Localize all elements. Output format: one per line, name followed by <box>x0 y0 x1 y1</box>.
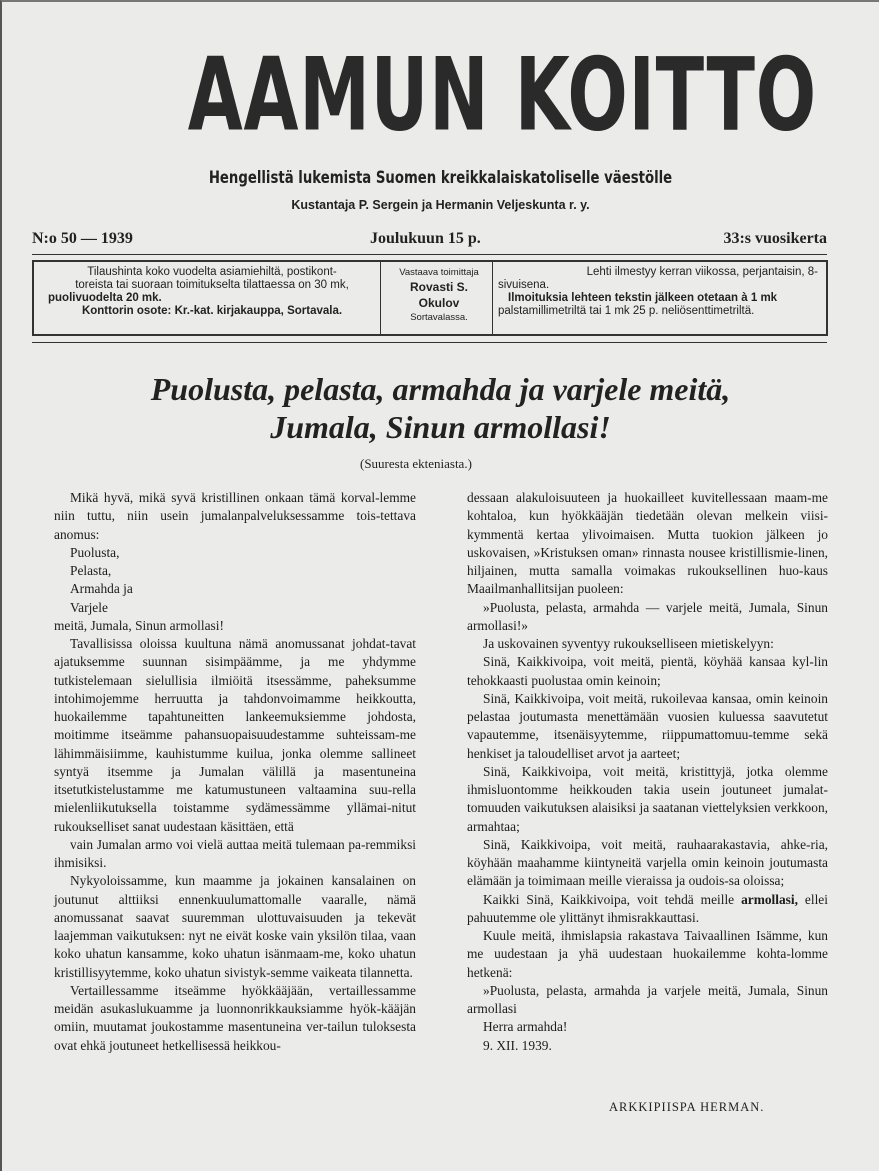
paragraph: Mikä hyvä, mikä syvä kristillinen onkaan tämä korval-lemme niin tuttu, niin usein jumalanpalveluksessamme tois-tettava anomus: <box>54 490 416 542</box>
advertising-line: Ilmoituksia lehteen tekstin jälkeen otetaan à 1 mk <box>508 292 778 304</box>
publication-line: Lehti ilmestyy kerran viikossa, perjantaisin, 8- <box>586 266 818 278</box>
date-line: 9. XII. 1939. <box>483 1037 552 1053</box>
masthead-title: AAMUN KOITTO <box>187 36 817 154</box>
paragraph <box>467 891 828 928</box>
prayer-line: Puolusta, <box>70 544 120 560</box>
publication-line: sivuisena. <box>498 279 550 291</box>
subscription-line: Tilaushinta koko vuodelta asiamiehiltä, postikont- <box>87 266 337 278</box>
subscription-info <box>42 266 382 318</box>
editor-role: Vastaava toimittaja <box>399 267 479 278</box>
paragraph: Kuule meitä, ihmislapsia rakastava Taivaallinen Isämme, kun me uudestaan ja yhä uudestaan huokailemme kohta-lomme hetkenä: <box>467 928 828 980</box>
editor-location: Sortavalassa. <box>410 312 468 323</box>
motto-heading <box>2 370 879 446</box>
article-column-left <box>54 489 416 1055</box>
paragraph: Sinä, Kaikkivoipa, voit meitä, pientä, köyhää kansaa kyl-lin tehokkaasti puolustaa omin keinoin; <box>467 654 828 688</box>
motto-line: Jumala, Sinun armollasi! <box>270 409 611 445</box>
office-address: Konttorin osote: Kr.-kat. kirjakauppa, Sortavala. <box>81 305 343 317</box>
subscription-line: toreista tai suoraan toimitukselta tilattaessa on 30 mk, <box>75 279 349 291</box>
top-rule <box>32 254 827 255</box>
prayer-line: Pelasta, <box>70 563 112 578</box>
publisher-line: Kustantaja P. Sergein ja Hermanin Veljeskunta r. y. <box>291 198 590 212</box>
issue-volume: 33:s vuosikerta <box>723 230 827 247</box>
text-span: ellei pahuutemme ole ylittänyt ihmisrakkauttasi. <box>467 891 828 925</box>
masthead-subtitle: Hengellistä lukemista Suomen kreikkalaiskatoliselle väestölle <box>208 168 673 188</box>
advertising-line: palstamillimetriltä tai 1 mk 25 p. neliösenttimetriltä. <box>498 305 755 317</box>
paragraph: Herra armahda! <box>483 1019 568 1035</box>
paragraph: Sinä, Kaikkivoipa, voit meitä, rauhaarakastavia, ahke-ria, köyhään maahamme kiintyneitä varjella omin keinoin joutumasta elämään ja toimimaan meille vieraissa ja oudois-sa oloissa; <box>467 836 828 889</box>
prayer-line: Varjele <box>70 599 108 615</box>
editor-info <box>388 266 490 324</box>
text-span: Kaikki Sinä, Kaikkivoipa, voit tehdä meille <box>483 891 735 907</box>
paragraph: Sinä, Kaikkivoipa, voit meitä, rukoilevaa kansaa, omin keinoin pelastaa joutumasta menettämään vuosien kuluessa saavutetut vapautemme, itsenäisyytemme, riippumattomuu-temme sekä henkiset ja taloudelliset arvot ja aarteet; <box>467 690 828 761</box>
article-column-right <box>467 489 828 1055</box>
bottom-rule <box>32 342 827 343</box>
motto-line: Puolusta, pelasta, armahda ja varjele meitä, <box>150 371 731 407</box>
prayer-line: meitä, Jumala, Sinun armollasi! <box>54 617 224 633</box>
publication-info <box>498 266 818 318</box>
prayer-line: Armahda ja <box>70 581 133 597</box>
issue-date: Joulukuun 15 p. <box>370 230 481 247</box>
info-box <box>32 260 828 336</box>
editor-name: Rovasti S. Okulov <box>409 280 469 310</box>
paragraph: Sinä, Kaikkivoipa, voit meitä, kristittyjä, jotka olemme ihmisluontomme heikkouden takia usein joutuneet jumalat-tomuuden vaikutuksen alaisiksi ja saatanan viettelyksien verkkoon, armahtaa; <box>467 763 828 834</box>
motto-source: (Suuresta ekteniasta.) <box>360 456 472 471</box>
info-divider <box>492 262 493 334</box>
emphasis: armollasi, <box>741 891 798 907</box>
paragraph: Vertaillessamme itseämme hyökkääjään, vertaillessamme meidän asukaslukuamme ja luonnonrikkauksiamme hyök-kääjän omiin, muutamat joukostamme masentuneina ver-tailun tuloksesta ovat ehkä joutuneet hetkellisessä heikkou- <box>54 982 416 1053</box>
paragraph: vain Jumalan armo voi vielä auttaa meitä tulemaan pa-remmiksi ihmisiksi. <box>54 836 416 870</box>
issue-number: N:o 50 — 1939 <box>32 230 133 247</box>
paragraph: Nykyoloissamme, kun maamme ja jokainen kansalainen on joutunut alttiiksi ennenkuulumattomalle vaaralle, nämä anomussanat saavat suuremman ulottuvaisuuden ja tekevät laajemman vaikutuksen: nyt ne eivät koske vain yksilön tilaa, vaan koko uhatun kansamme, koko uhatun isänmaam-me, koko uhatun kristillisyytemme, koko uhatun sivistyk-semme vaikeata tilannetta. <box>54 873 416 980</box>
paragraph: Ja uskovainen syventyy rukoukselliseen mietiskelyyn: <box>483 636 774 651</box>
signature: ARKKIPIISPA HERMAN. <box>609 1100 765 1114</box>
paragraph: »Puolusta, pelasta, armahda ja varjele meitä, Jumala, Sinun armollasi <box>467 982 828 1016</box>
paragraph: dessaan alakuloisuuteen ja huokailleet kuvitellessaan maam-me kohtaloa, kun hyökkääjän tiedetään olevan melkein viisi-kymmentä kertaa ylivoimaisen. Mutta tuokion jälkeen jo uskovaisen, »Kristuksen oman» rinnasta nousee kristillismie-linen, hiljainen, mutta samalla voimakas rukouksellinen huo-kaus Maailmanhallitsijan puoleen: <box>467 490 828 597</box>
paragraph: »Puolusta, pelasta, armahda — varjele meitä, Jumala, Sinun armollasi!» <box>467 599 828 633</box>
paragraph: Tavallisissa oloissa kuultuna nämä anomussanat johdat-tavat ajatuksemme suunnan sisimpäämme, ja me yhdymme tutkistelemaan sielullisia ilmiöitä itsessämme, paheksumme intohimojemme herruutta ja tahdonvoimamme heikkoutta, huokailemme tapahtuneitten lankeemuksiemme johdosta, moitimme itseämme pahansuopaisuudestamme suhteissam-me lähimmäisiimme, kauhistumme kuilua, jonka olemme sallineet syntyä itsemme ja Jumalan välillä ja masentuneina itsetutkistelustamme me katumustuneen valtaamina suu-rella mielenliikutuksella toistamme sydämessämme yllämai-nitut rukoukselliset sanat uudestaan käsittäen, että <box>54 636 416 834</box>
subscription-line: puolivuodelta 20 mk. <box>48 292 162 304</box>
